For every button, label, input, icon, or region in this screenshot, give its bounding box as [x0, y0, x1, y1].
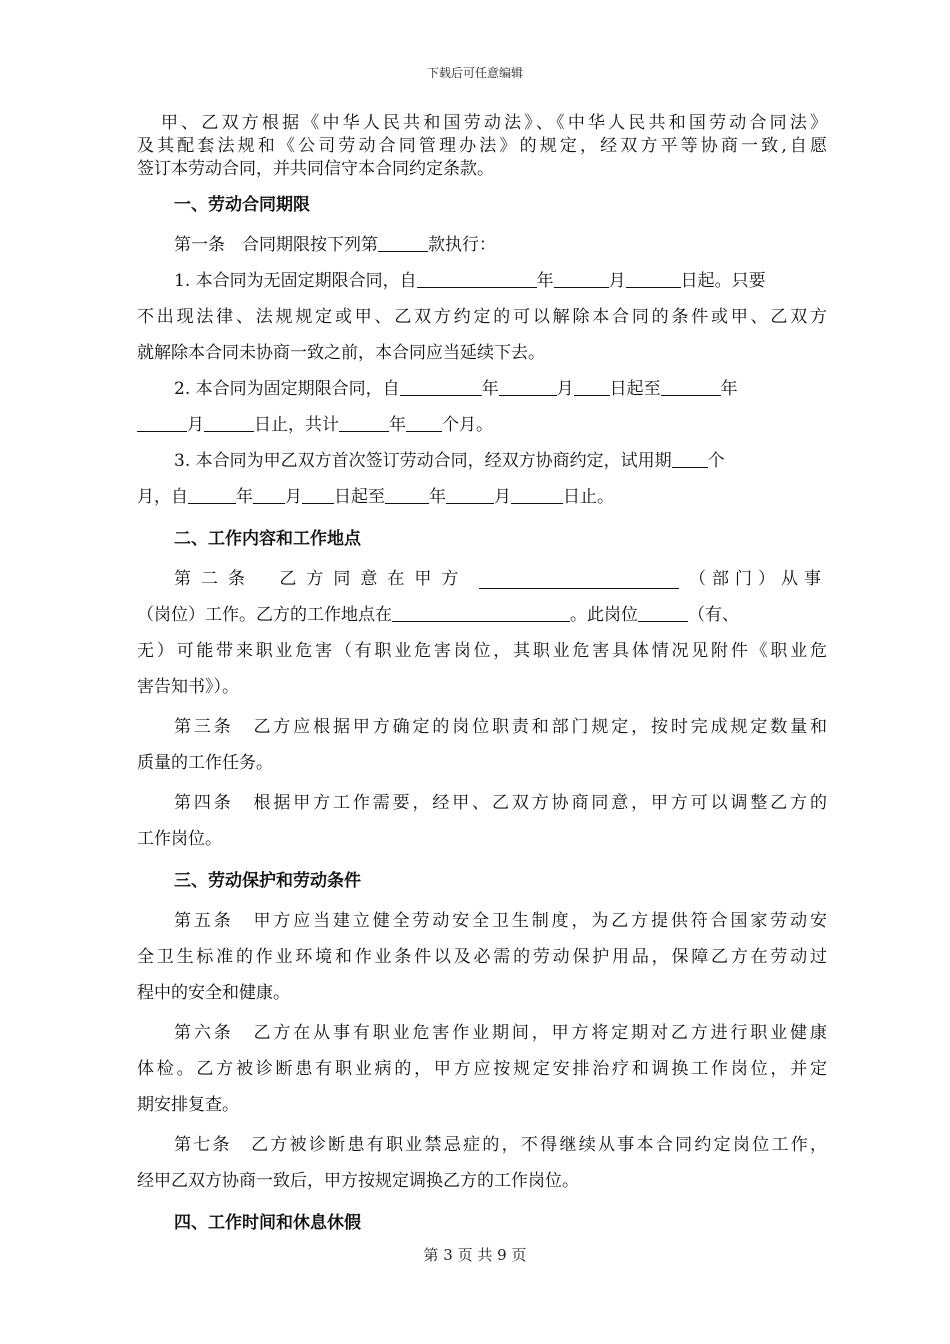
article-6-line-3: 期安排复查。 [137, 1095, 239, 1115]
article-6-line-1: 第六条 乙方在从事有职业危害作业期间，甲方将定期对乙方进行职业健康 [174, 1023, 827, 1043]
to-label: 日起至 [334, 487, 385, 507]
blank-end-month[interactable] [137, 413, 187, 432]
blank-end-year[interactable] [661, 377, 721, 396]
article-5-line-1: 第五条 甲方应当建立健全劳动安全卫生制度，为乙方提供符合国家劳动安 [174, 911, 827, 931]
blank-prob-end-year[interactable] [385, 485, 429, 504]
blank-prob-end-day[interactable] [511, 485, 563, 504]
section-heading-1: 一、劳动合同期限 [174, 195, 310, 215]
blank-day[interactable] [626, 269, 681, 288]
month-label: 月 [608, 271, 626, 291]
year-label: 年 [389, 415, 406, 435]
article-3-line-1: 第三条 乙方应根据甲方确定的岗位职责和部门规定，按时完成规定数量和 [174, 717, 827, 737]
blank-start-day[interactable] [574, 377, 610, 396]
article-7-line-2: 经甲乙双方协商一致后，甲方按规定调换乙方的工作岗位。 [137, 1171, 579, 1191]
option-1-line-1 [137, 263, 827, 299]
day-label: 日起。只要 [680, 271, 766, 291]
blank-start-month[interactable] [499, 377, 557, 396]
article-2-text-4: （有、 [688, 605, 739, 625]
article-2-text: 乙方同意在甲方 [279, 569, 469, 589]
blank-department[interactable] [479, 570, 679, 589]
end-label: 日止。 [563, 487, 614, 507]
article-7-line-1: 第七条 乙方被诊断患有职业禁忌症的，不得继续从事本合同约定岗位工作， [174, 1135, 827, 1155]
month-label: 月 [494, 487, 511, 507]
option-3-line-1 [137, 443, 827, 479]
months-label: 个月。 [442, 415, 493, 435]
blank-total-months[interactable] [406, 413, 442, 432]
total-label: 日止，共计 [254, 415, 339, 435]
article-3-line-2: 质量的工作任务。 [137, 753, 273, 773]
department-label: （部门）从事 [688, 569, 827, 589]
article-6-line-2: 体检。乙方被诊断患有职业病的，甲方应按规定安排治疗和调换工作岗位，并定 [137, 1059, 827, 1079]
blank-prob-start-year[interactable] [188, 485, 236, 504]
intro-line-2: 及其配套法规和《公司劳动合同管理办法》的规定，经双方平等协商一致,自愿 [137, 136, 827, 156]
year-label: 年 [236, 487, 253, 507]
intro-line-3: 签订本劳动合同，并共同信守本合同约定条款。 [137, 159, 494, 179]
blank-probation-months[interactable] [672, 449, 708, 468]
blank-prob-end-month[interactable] [446, 485, 494, 504]
year-label: 年 [429, 487, 446, 507]
year-label: 年 [536, 271, 554, 291]
blank-work-location[interactable] [392, 603, 570, 622]
article-4-line-2: 工作岗位。 [137, 829, 222, 849]
option-1-text: 1. 本合同为无固定期限合同，自 [174, 271, 417, 291]
blank-hazard[interactable] [638, 603, 688, 622]
option-2-line-1 [137, 371, 827, 407]
blank-end-day[interactable] [204, 413, 254, 432]
option-2-line-2 [137, 407, 827, 443]
blank-year[interactable] [417, 269, 537, 288]
year-label: 年 [720, 379, 738, 399]
month-label: 月 [285, 487, 302, 507]
article-5-line-3: 程中的安全和健康。 [137, 983, 290, 1003]
section-heading-3: 三、劳动保护和劳动条件 [174, 871, 361, 891]
page-footer: 第 3 页 共 9 页 [423, 1246, 527, 1264]
page-header: 下载后可任意编辑 [426, 66, 523, 80]
article-1 [137, 227, 827, 263]
blank-month[interactable] [554, 269, 609, 288]
article-2-line-2 [137, 597, 827, 633]
blank-prob-start-month[interactable] [253, 485, 285, 504]
article-2-text-2: （岗位）工作。乙方的工作地点在 [137, 605, 392, 625]
month-label: 月 [556, 379, 574, 399]
article-1-text-b: 款执行： [428, 235, 496, 255]
contract-body [137, 112, 827, 1245]
month-label: 月 [187, 415, 204, 435]
from-label: 月，自 [137, 487, 188, 507]
article-2-text-3: 。此岗位 [570, 605, 638, 625]
blank-prob-start-day[interactable] [302, 485, 334, 504]
day-label: 日起至 [609, 379, 661, 399]
article-2-label: 第二条 [174, 569, 255, 589]
blank-start-year[interactable] [400, 377, 482, 396]
option-3-text: 3. 本合同为甲乙双方首次签订劳动合同，经双方协商约定，试用期 [174, 451, 672, 471]
option-2-text: 2. 本合同为固定期限合同，自 [174, 379, 400, 399]
section-heading-2: 二、工作内容和工作地点 [174, 529, 361, 549]
article-5-line-2: 全卫生标准的作业环境和作业条件以及必需的劳动保护用品，保障乙方在劳动过 [137, 947, 827, 967]
article-4-line-1: 第四条 根据甲方工作需要，经甲、乙双方协商同意，甲方可以调整乙方的 [174, 793, 827, 813]
intro-line-1: 甲、乙双方根据《中华人民共和国劳动法》、《中华人民共和国劳动合同法》 [161, 113, 827, 133]
article-2-line-3: 无）可能带来职业危害（有职业危害岗位，其职业危害具体情况见附件《职业危 [137, 641, 827, 661]
section-heading-4: 四、工作时间和休息休假 [174, 1213, 361, 1233]
option-3-line-2 [137, 479, 827, 515]
blank-total-years[interactable] [339, 413, 389, 432]
article-2-line-1 [137, 561, 827, 597]
option-1-line-2: 不出现法律、法规规定或甲、乙双方约定的可以解除本合同的条件或甲、乙双方 [137, 307, 827, 327]
blank-clause-number[interactable] [378, 233, 428, 252]
option-1-line-3: 就解除本合同未协商一致之前，本合同应当延续下去。 [137, 343, 545, 363]
year-label: 年 [481, 379, 499, 399]
months-label: 个 [707, 451, 725, 471]
article-2-line-4: 害告知书》）。 [137, 677, 239, 697]
article-1-text-a: 第一条 合同期限按下列第 [174, 235, 378, 255]
